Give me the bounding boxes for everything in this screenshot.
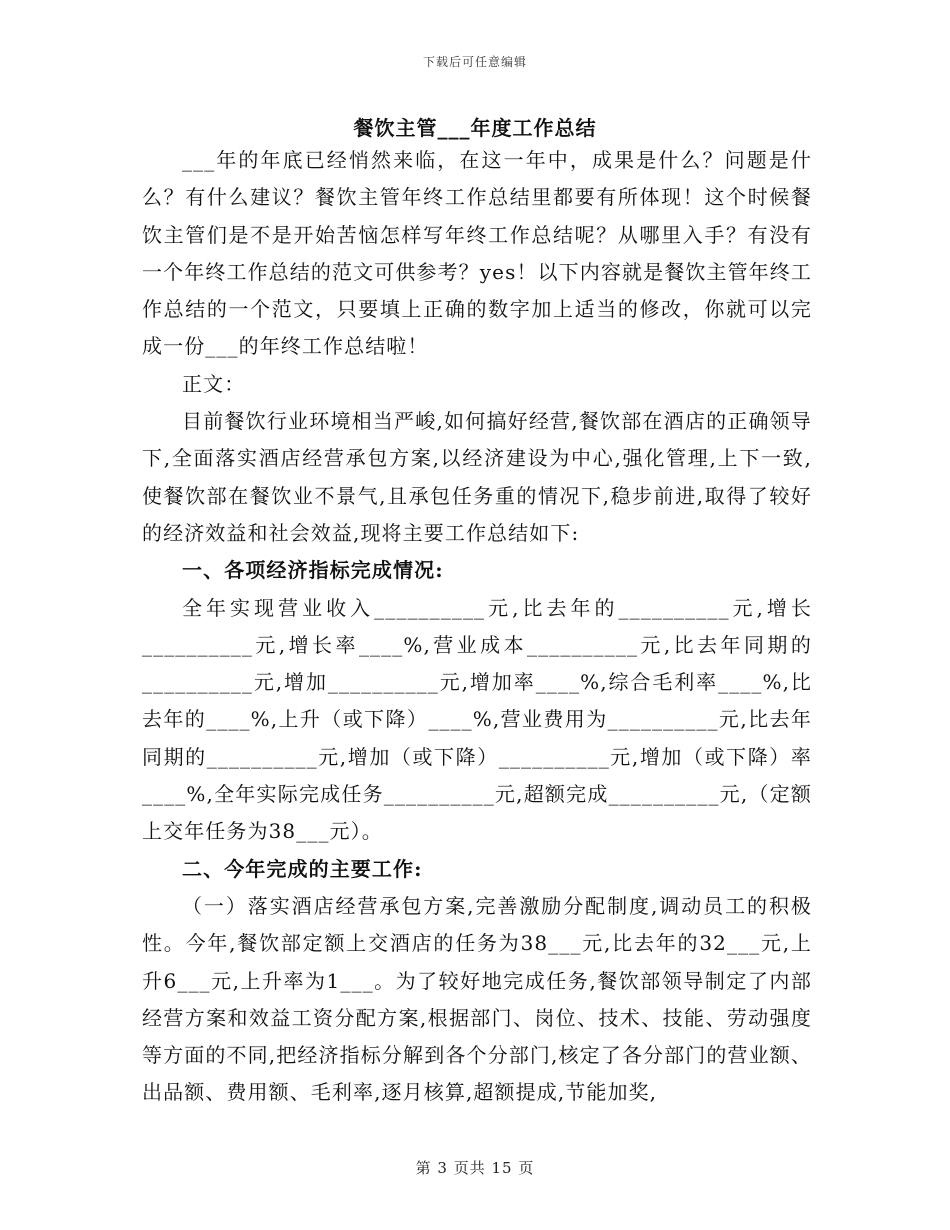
document-title: 餐饮主管___年度工作总结 xyxy=(353,116,597,140)
page-header: 下载后可任意编辑 xyxy=(422,55,527,69)
document-body xyxy=(142,142,812,1112)
section-heading-1: 一、各项经济指标完成情况: xyxy=(182,558,444,583)
work-paragraph-1: （一）落实酒店经营承包方案,完善激励分配制度,调动员工的积极性。今年,餐饮部定额上交酒店的任务为38___元,比去年的32___元,上升6___元,上升率为1___。为了较好地完成任务,餐饮部领导制定了内部经营方案和效益工资分配方案,根据部门、岗位、技术、技能、劳动强度等方面的不同,把经济指标分解到各个分部门,核定了各分部门的营业额、出品额、费用额、毛利率,逐月核算,超额提成,节能加奖, xyxy=(142,893,812,1105)
section-heading-2: 二、今年完成的主要工作: xyxy=(182,856,423,881)
overview-paragraph: 目前餐饮行业环境相当严峻,如何搞好经营,餐饮部在酒店的正确领导下,全面落实酒店经营承包方案,以经济建设为中心,强化管理,上下一致,使餐饮部在餐饮业不景气,且承包任务重的情况下,稳步前进,取得了较好的经济效益和社会效益,现将主要工作总结如下: xyxy=(142,409,812,545)
intro-paragraph: ___年的年底已经悄然来临，在这一年中，成果是什么？问题是什么？有什么建议？餐饮主管年终工作总结里都要有所体现！这个时候餐饮主管们是不是开始苦恼怎样写年终工作总结呢？从哪里入手？有没有一个年终工作总结的范文可供参考？yes！以下内容就是餐饮主管年终工作总结的一个范文，只要填上正确的数字加上适当的修改，你就可以完成一份___的年终工作总结啦！ xyxy=(142,148,812,359)
page-footer: 第 3 页共 15 页 xyxy=(415,1159,535,1177)
indicators-paragraph: 全年实现营业收入__________元,比去年的__________元,增长__________元,增长率____%,营业成本__________元,比去年同期的__________元,增加__________元,增加率____%,综合毛利率____%,比去年的____%,上升（或下降）____%,营业费用为__________元,比去年同期的__________元,增加（或下降）__________元,增加（或下降）率____%,全年实际完成任务__________元,超额完成__________元,（定额上交年任务为38___元）。 xyxy=(142,595,812,844)
main-text-label: 正文： xyxy=(182,371,246,396)
